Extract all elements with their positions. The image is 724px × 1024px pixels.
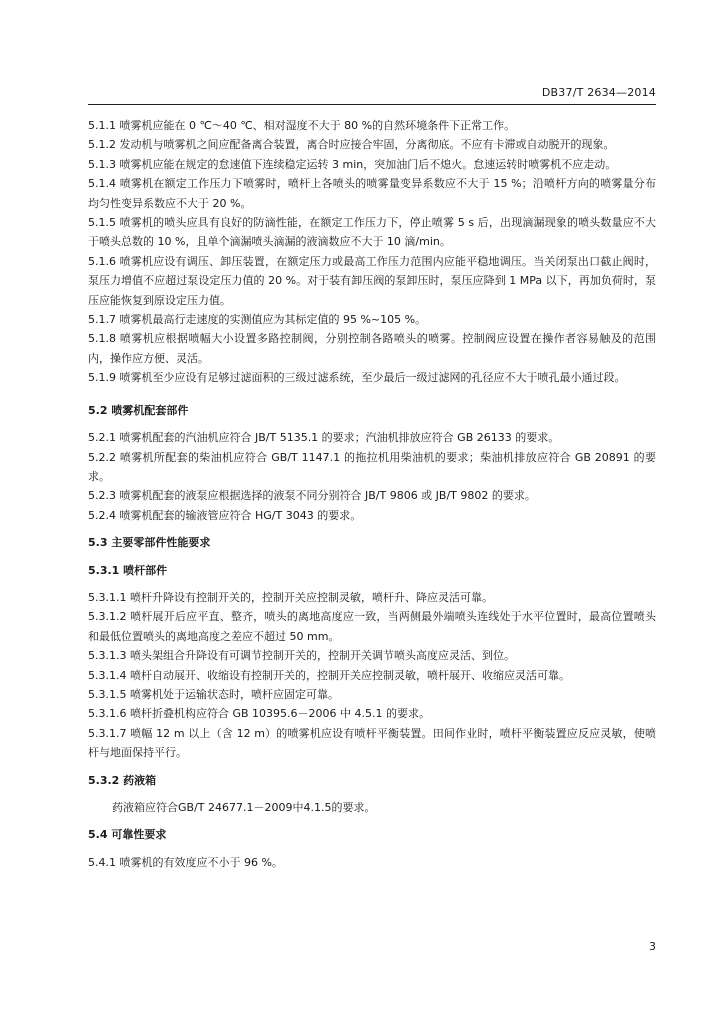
clause-5-2-4: 5.2.4 喷雾机配套的输液管应符合 HG/T 3043 的要求。 — [88, 508, 362, 522]
clause-5-3-1-5: 5.3.1.5 喷雾机处于运输状态时，喷杆应固定可靠。 — [88, 687, 339, 701]
standard-code: DB37/T 2634—2014 — [541, 86, 656, 99]
clause-5-3-1-3: 5.3.1.3 喷头架组合升降设有可调节控制开关的，控制开关调节喷头高度应灵活、到位。 — [88, 649, 515, 663]
clause-5-4-1: 5.4.1 喷雾机的有效度应不小于 96 %。 — [88, 855, 283, 869]
clause-5-1-4: 5.1.4 喷雾机在额定工作压力下喷雾时，喷杆上各喷头的喷雾量变异系数应不大于 15 %；沿喷杆方向的喷雾量分布均匀性变异系数应不大于 20 %。 — [88, 177, 656, 210]
clause-5-3-2-text: 药液箱应符合GB/T 24677.1－2009中4.1.5的要求。 — [112, 801, 376, 814]
clause-5-2-2: 5.2.2 喷雾机所配套的柴油机应符合 GB/T 1147.1 的拖拉机用柴油机的要求；柴油机排放应符合 GB 20891 的要求。 — [88, 450, 656, 483]
document-body — [88, 116, 656, 872]
clause-5-3-1-1: 5.3.1.1 喷杆升降设有控制开关的，控制开关应控制灵敏，喷杆升、降应灵活可靠。 — [88, 590, 493, 604]
header-rule — [88, 104, 656, 105]
clause-5-1-2: 5.1.2 发动机与喷雾机之间应配备离合装置，离合时应接合牢固，分离彻底。不应有卡滞或自动脱开的现象。 — [88, 138, 615, 152]
clause-5-2-1: 5.2.1 喷雾机配套的汽油机应符合 JB/T 5135.1 的要求；汽油机排放应符合 GB 26133 的要求。 — [88, 431, 560, 445]
section-heading-5-2: 5.2 喷雾机配套部件 — [88, 403, 189, 417]
section-heading-5-4: 5.4 可靠性要求 — [88, 828, 167, 842]
clause-5-1-5: 5.1.5 喷雾机的喷头应具有良好的防滴性能，在额定工作压力下，停止喷雾 5 s 后，出现滴漏现象的喷头数量应不大于喷头总数的 10 %，且单个滴漏喷头滴漏的液滴数应不大于 10 滴/min。 — [88, 216, 656, 249]
clause-5-3-1-2: 5.3.1.2 喷杆展开后应平直、整齐，喷头的离地高度应一致，当两侧最外端喷头连线处于水平位置时，最高位置喷头和最低位置喷头的离地高度之差应不超过 50 mm。 — [88, 610, 656, 643]
section-heading-5-3-1: 5.3.1 喷杆部件 — [88, 563, 168, 577]
clause-5-1-6: 5.1.6 喷雾机应设有调压、卸压装置，在额定压力或最高工作压力范围内应能平稳地调压。当关闭泵出口截止阀时，泵压力增值不应超过泵设定压力值的 20 %。对于装有卸压阀的泵卸压时，泵压应降到 1 MPa 以下，再加负荷时，泵压应能恢复到原设定压力值。 — [88, 254, 656, 307]
clause-5-1-9: 5.1.9 喷雾机至少应设有足够过滤面积的三级过滤系统，至少最后一级过滤网的孔径应不大于喷孔最小通过段。 — [88, 371, 626, 385]
clause-5-1-8: 5.1.8 喷雾机应根据喷幅大小设置多路控制阀，分别控制各路喷头的喷雾。控制阀应设置在操作者容易触及的范围内，操作应方便、灵活。 — [88, 332, 656, 365]
clause-5-3-1-4: 5.3.1.4 喷杆自动展开、收缩设有控制开关的，控制开关应控制灵敏，喷杆展开、收缩应灵活可靠。 — [88, 668, 570, 682]
clause-5-1-3: 5.1.3 喷雾机应能在规定的怠速值下连续稳定运转 3 min，突加油门后不熄火。怠速运转时喷雾机不应走动。 — [88, 157, 617, 171]
clause-5-3-1-7: 5.3.1.7 喷幅 12 m 以上（含 12 m）的喷雾机应设有喷杆平衡装置。田间作业时，喷杆平衡装置应反应灵敏，使喷杆与地面保持平行。 — [88, 726, 656, 760]
page-number: 3 — [649, 940, 656, 953]
clause-5-1-1: 5.1.1 喷雾机应能在 0 ℃～40 ℃、相对湿度不大于 80 %的自然环境条件下正常工作。 — [88, 119, 516, 132]
clause-5-2-3: 5.2.3 喷雾机配套的液泵应根据选择的液泵不同分别符合 JB/T 9806 或 JB/T 9802 的要求。 — [88, 489, 536, 503]
clause-5-3-1-6: 5.3.1.6 喷杆折叠机构应符合 GB 10395.6－2006 中 4.5.1 的要求。 — [88, 707, 431, 721]
section-heading-5-3: 5.3 主要零部件性能要求 — [88, 536, 211, 550]
clause-5-1-7: 5.1.7 喷雾机最高行走速度的实测值应为其标定值的 95 %~105 %。 — [88, 313, 427, 327]
section-heading-5-3-2: 5.3.2 药液箱 — [88, 773, 157, 787]
